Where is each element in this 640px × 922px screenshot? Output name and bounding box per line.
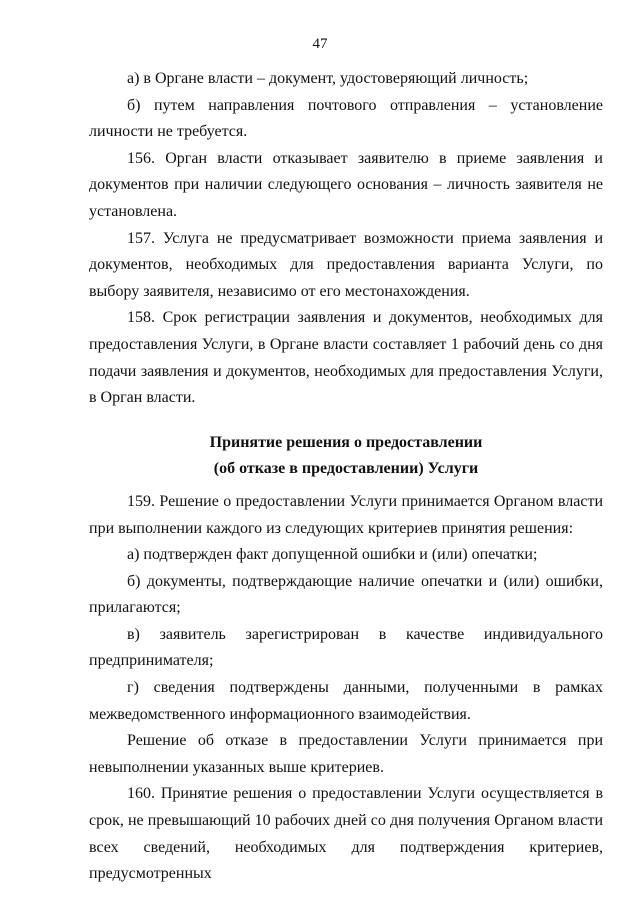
paragraph-160: 160. Принятие решения о предоставлении Услуги осуществляется в срок, не превышающий 10 рабочих дней со дня получения Органом власти всех сведений, необходимых для подтверждения критериев, предусмотренных	[89, 785, 603, 883]
criterion-v: в) заявитель зарегистрирован в качестве индивидуального предпринимателя;	[89, 625, 603, 670]
criterion-a: а) подтвержден факт допущенной ошибки и (или) опечатки;	[127, 546, 538, 564]
refusal-decision: Решение об отказе в предоставлении Услуги принимается при невыполнении указанных выше критериев.	[89, 732, 603, 776]
paragraph-158: 158. Срок регистрации заявления и документов, необходимых для предоставления Услуги, в Органе власти составляет 1 рабочий день со дня подачи заявления и документов, необходимых для предоставления Услуги, в Орган власти.	[89, 309, 603, 407]
paragraph-item-b: б) путем направления почтового отправления – установление личности не требуется.	[89, 96, 603, 141]
page-number: 47	[312, 36, 328, 52]
spacer	[89, 412, 603, 430]
document-body	[89, 66, 603, 888]
criterion-b: б) документы, подтверждающие наличие опечатки и (или) ошибки, прилагаются;	[89, 572, 603, 617]
paragraph-159: 159. Решение о предоставлении Услуги принимается Органом власти при выполнении каждого из следующих критериев принятия решения:	[89, 492, 603, 537]
paragraph-item-a: а) в Органе власти – документ, удостоверяющий личность;	[127, 70, 529, 87]
paragraph-157: 157. Услуга не предусматривает возможности приема заявления и документов, необходимых для предоставления варианта Услуги, по выбору заявителя, независимо от его местонахождения.	[89, 229, 603, 300]
criterion-g: г) сведения подтверждены данными, полученными в рамках межведомственного информационного взаимодействия.	[89, 679, 603, 723]
section-heading-line-1: Принятие решения о предоставлении	[209, 433, 483, 451]
paragraph-156: 156. Орган власти отказывает заявителю в приеме заявления и документов при наличии следующего основания – личность заявителя не установлена.	[89, 149, 603, 220]
section-heading-line-2: (об отказе в предоставлении) Услуги	[213, 460, 479, 478]
